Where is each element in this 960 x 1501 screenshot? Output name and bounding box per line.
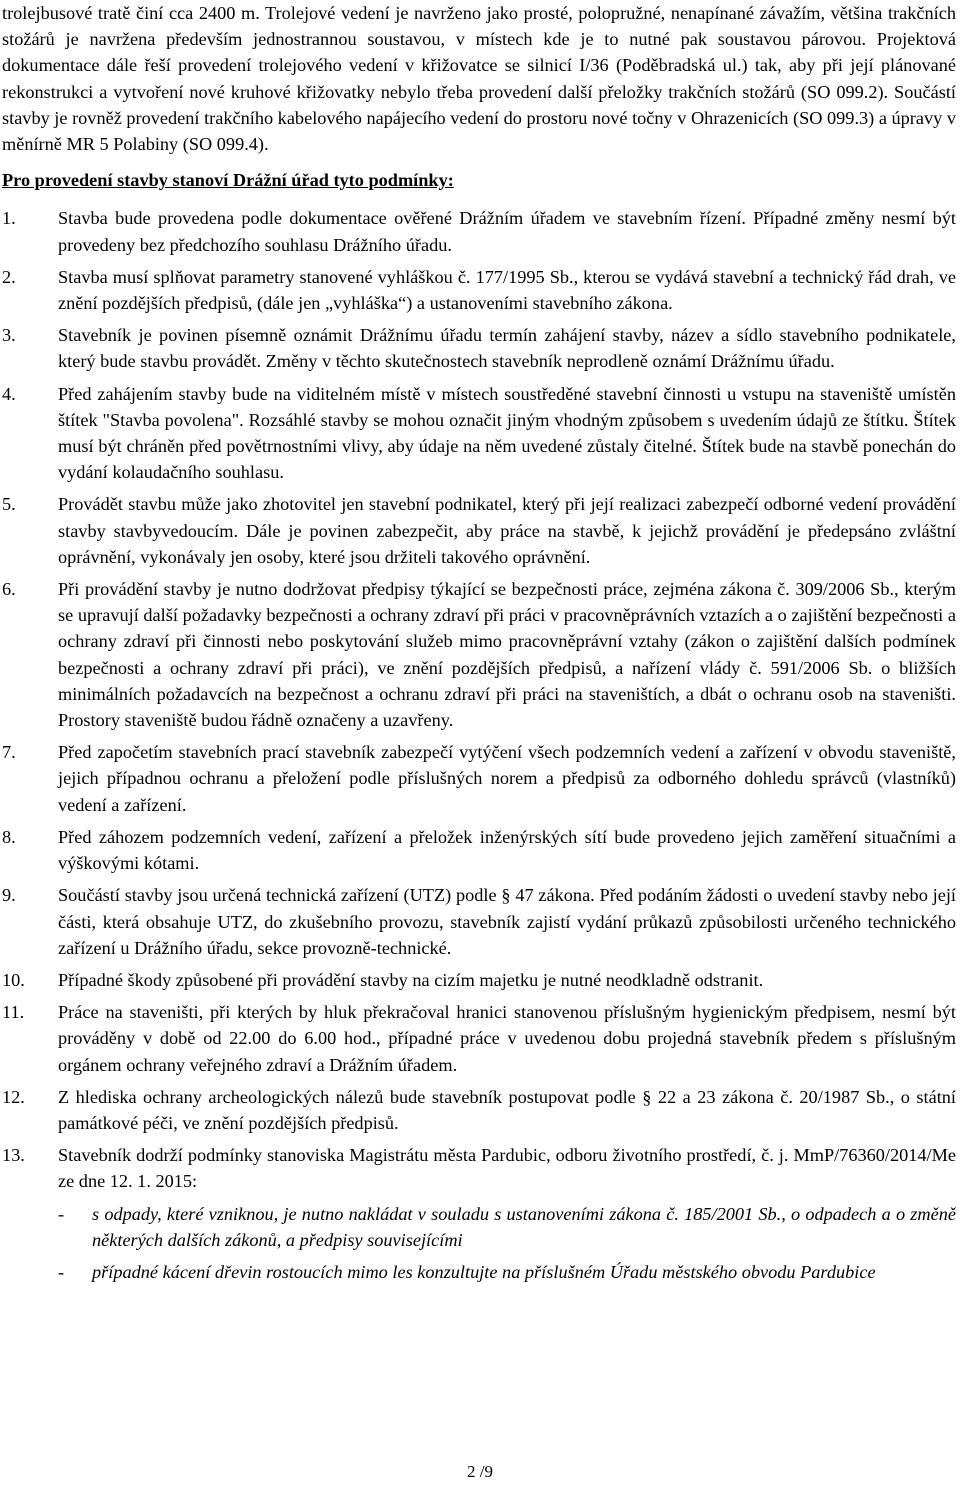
condition-number: 3. [2, 325, 16, 346]
condition-item [2, 967, 956, 993]
condition-item [2, 491, 956, 570]
conditions-list [2, 205, 956, 1285]
condition-text: Případné škody způsobené při provádění stavby na cizím majetku je nutné neodkladně odstranit. [58, 969, 764, 990]
condition-text: Stavba musí splňovat parametry stanovené vyhláškou č. 177/1995 Sb., kterou se vydává stavební a technický řád drah, ve znění pozdějších předpisů, (dále jen „vyhláška“) a ustanoveními stavebního zákona. [58, 266, 956, 314]
condition-number: 4. [2, 383, 16, 404]
condition-text: Z hlediska ochrany archeologických nálezů bude stavebník postupovat podle § 22 a 23 zákona č. 20/1987 Sb., o státní památkové péči, ve znění pozdějších předpisů. [58, 1086, 956, 1133]
intro-paragraph: trolejbusové tratě činí cca 2400 m. Trolejové vedení je navrženo jako prosté, polopružné, nenapínané závažím, většina trakčních stožárů je navržena především jednostrannou soustavou, v místech kde je to nutné pak soustavou párovou. Projektová dokumentace dále řeší provedení trolejového vedení v křižovatce se silnicí I/36 (Poděbradská ul.) tak, aby při její plánované rekonstrukci a vytvoření nové kruhové křižovatky nebylo třeba provedení další přeložky trakčních stožárů (SO 099.2). Součástí stavby je rovněž provedení trakčního kabelového napájecího vedení do prostoru nové točny v Ohrazenicích (SO 099.3) a úpravy v měnírně MR 5 Polabiny (SO 099.4). [2, 3, 956, 155]
condition-number: 2. [2, 266, 16, 287]
document-body [2, 0, 956, 1291]
condition-number: 12. [2, 1086, 25, 1107]
condition-text: Součástí stavby jsou určená technická zařízení (UTZ) podle § 47 zákona. Před podáním žádosti o uvedení stavby nebo její části, která obsahuje UTZ, do zkušebního provozu, stavebník zajistí vydání průkazů způsobilosti určeného technického zařízení u Drážního úřadu, sekce provozně-technické. [58, 885, 956, 958]
condition-number: 8. [2, 826, 16, 847]
condition-13-bullets [58, 1201, 956, 1286]
condition-item [2, 322, 956, 374]
condition-text: Stavba bude provedena podle dokumentace ověřené Drážním úřadem ve stavebním řízení. Případné změny nesmí být provedeny bez předchozího souhlasu Drážního úřadu. [58, 208, 956, 255]
condition-text: Práce na staveništi, při kterých by hluk překračoval hranici stanovenou příslušným hygienickým předpisem, nesmí být prováděny v době od 22.00 do 6.00 hod., případné práce v uvedenou dobu projedná stavebník předem s příslušným orgánem ochrany veřejného zdraví a Drážním úřadem. [58, 1002, 956, 1075]
condition-item [2, 882, 956, 961]
bullet-text: případné kácení dřevin rostoucích mimo les konzultujte na příslušném Úřadu městského obvodu Pardubice [92, 1261, 876, 1282]
condition-text: Před započetím stavebních prací stavebník zabezpečí vytýčení všech podzemních vedení a zařízení v obvodu staveniště, jejich případnou ochranu a přeložení podle příslušných norem a předpisů za odborného dohledu správců (vlastníků) vedení a zařízení. [58, 742, 956, 815]
condition-item [2, 999, 956, 1078]
condition-text: Stavebník je povinen písemně oznámit Drážnímu úřadu termín zahájení stavby, název a sídlo stavebního podnikatele, který bude stavbu provádět. Změny v těchto skutečnostech stavebník neprodleně oznámí Drážnímu úřadu. [58, 325, 956, 372]
conditions-heading: Pro provedení stavby stanoví Drážní úřad tyto podmínky: [2, 170, 454, 191]
condition-text: Provádět stavbu může jako zhotovitel jen stavební podnikatel, který při její realizaci zabezpečí odborné vedení provádění stavby stavbyvedoucím. Dále je povinen zabezpečit, aby práce na stavbě, k jejichž provádění je předepsáno zvláštní oprávnění, vykonávaly jen osoby, které jsou držiteli takového oprávnění. [58, 494, 956, 567]
condition-item [2, 205, 956, 257]
bullet-dash: - [58, 1203, 65, 1224]
condition-number: 13. [2, 1145, 25, 1166]
condition-item [2, 1142, 956, 1285]
bullet-dash: - [58, 1261, 65, 1282]
condition-item [2, 739, 956, 818]
condition-text: Před zahájením stavby bude na viditelném místě v místech soustředěné stavební činnosti u vstupu na staveniště umístěn štítek "Stavba povolena". Rozsáhlé stavby se mohou označit jiným vhodným způsobem s uvedením údajů ze štítku. Štítek musí být chráněn před povětrnostními vlivy, aby údaje na něm uvedené zůstaly čitelné. Štítek bude na stavbě ponechán do vydání kolaudačního souhlasu. [58, 383, 956, 483]
condition-item [2, 824, 956, 876]
condition-item [2, 264, 956, 316]
condition-text: Před záhozem podzemních vedení, zařízení a přeložek inženýrských sítí bude provedeno jejich zaměření situačními a výškovými kótami. [58, 826, 956, 874]
condition-number: 10. [2, 969, 25, 990]
condition-number: 6. [2, 579, 16, 600]
condition-item [2, 576, 956, 733]
condition-number: 9. [2, 885, 16, 906]
condition-item [2, 381, 956, 486]
bullet-item [58, 1201, 956, 1253]
condition-item [2, 1084, 956, 1136]
condition-number: 11. [2, 1002, 25, 1023]
page-number: 2 /9 [467, 1462, 493, 1481]
bullet-item [58, 1259, 956, 1285]
bullet-text: s odpady, které vzniknou, je nutno nakládat v souladu s ustanoveními zákona č. 185/2001 Sb., o odpadech a o změně některých dalších zákonů, a předpisy souvisejícími [92, 1203, 956, 1250]
condition-number: 7. [2, 742, 16, 763]
condition-text: Při provádění stavby je nutno dodržovat předpisy týkající se bezpečnosti práce, zejména zákona č. 309/2006 Sb., kterým se upravují další požadavky bezpečnosti a ochrany zdraví při práci v pracovněprávních vztazích a o zajištění bezpečnosti a ochrany zdraví při činnosti nebo poskytování služeb mimo pracovněprávní vztahy (zákon o zajištění dalších podmínek bezpečnosti a ochrany zdraví při práci), ve znění pozdějších předpisů, a nařízení vlády č. 591/2006 Sb. o bližších minimálních požadavcích na bezpečnost a ochranu zdraví při práci na staveništích, a dbát o ochranu osob na staveništi. Prostory staveniště budou řádně označeny a uzavřeny. [58, 579, 956, 731]
condition-text: Stavebník dodrží podmínky stanoviska Magistrátu města Pardubic, odboru životního prostředí, č. j. MmP/76360/2014/Me ze dne 12. 1. 2015: [58, 1145, 956, 1192]
condition-number: 1. [2, 208, 16, 229]
condition-number: 5. [2, 494, 16, 515]
